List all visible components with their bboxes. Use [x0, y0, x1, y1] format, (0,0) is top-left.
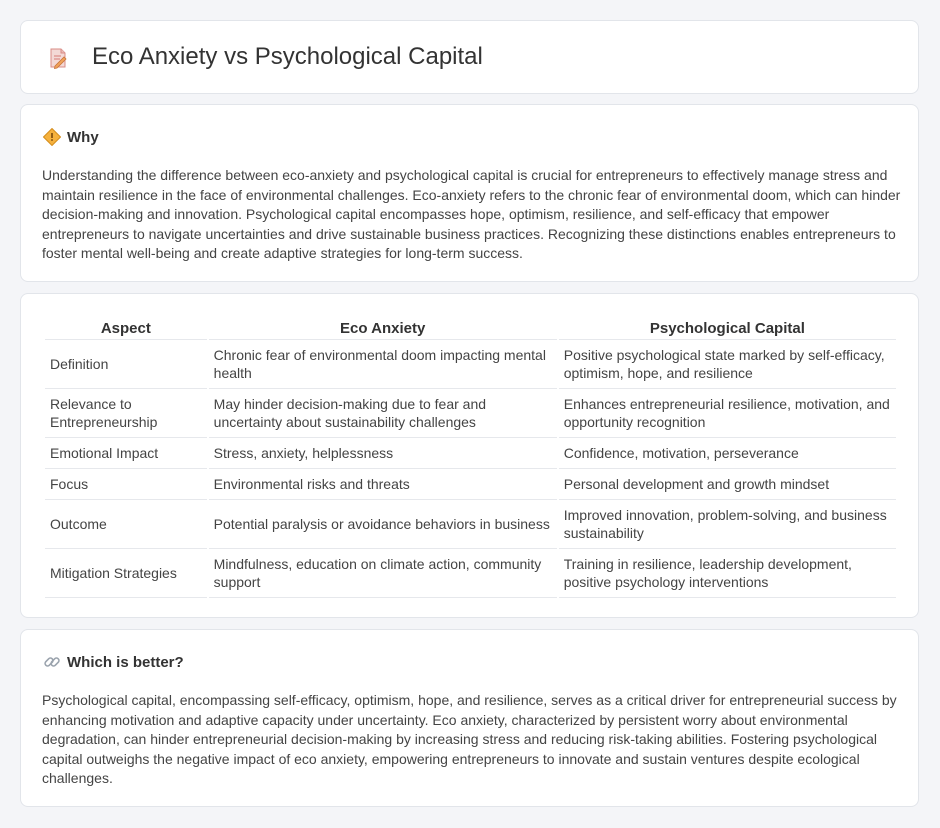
psychological-capital-cell: Training in resilience, leadership development, positive psychology interventions [559, 549, 896, 598]
table-row [45, 438, 896, 469]
why-title: Why [67, 128, 99, 146]
table-row [45, 500, 896, 549]
which-is-better-heading [43, 653, 184, 671]
eco-anxiety-cell: Stress, anxiety, helplessness [209, 438, 557, 469]
table-row [45, 389, 896, 438]
psychological-capital-cell: Confidence, motivation, perseverance [559, 438, 896, 469]
why-heading [43, 128, 99, 146]
eco-anxiety-cell: Chronic fear of environmental doom impacting mental health [209, 340, 557, 389]
psychological-capital-cell: Personal development and growth mindset [559, 469, 896, 500]
aspect-cell: Relevance to Entrepreneurship [45, 389, 207, 438]
link-icon [43, 653, 61, 671]
why-body: Understanding the difference between eco-anxiety and psychological capital is crucial for entrepreneurs to effectively manage stress and maintain resilience in the face of environmental challenges. Eco-anxiety refers to the chronic fear of environmental doom, which can hinder decision-making and innovation. Psychological capital encompasses hope, optimism, resilience, and self-efficacy that empower entrepreneurs to navigate uncertainties and drive sustainable business practices. Recognizing these distinctions enables entrepreneurs to foster mental well-being and create adaptive strategies for long-term success. [42, 167, 901, 261]
comparison-section [20, 293, 919, 618]
header-card [20, 20, 919, 94]
page-title: Eco Anxiety vs Psychological Capital [92, 43, 483, 70]
memo-pencil-icon [47, 47, 69, 69]
eco-anxiety-cell: May hinder decision-making due to fear and uncertainty about sustainability challenges [209, 389, 557, 438]
aspect-cell: Focus [45, 469, 207, 500]
table-row [45, 340, 896, 389]
eco-anxiety-cell: Potential paralysis or avoidance behaviors in business [209, 500, 557, 549]
comparison-table [43, 315, 898, 598]
column-header-aspect: Aspect [45, 315, 207, 340]
table-row [45, 549, 896, 598]
aspect-cell: Definition [45, 340, 207, 389]
which-is-better-title: Which is better? [67, 653, 184, 671]
aspect-cell: Mitigation Strategies [45, 549, 207, 598]
psychological-capital-cell: Positive psychological state marked by self-efficacy, optimism, hope, and resilience [559, 340, 896, 389]
diamond-sign-icon [43, 128, 61, 146]
column-header-psychological-capital: Psychological Capital [559, 315, 896, 340]
eco-anxiety-cell: Mindfulness, education on climate action, community support [209, 549, 557, 598]
aspect-cell: Outcome [45, 500, 207, 549]
aspect-cell: Emotional Impact [45, 438, 207, 469]
which-is-better-body: Psychological capital, encompassing self-efficacy, optimism, hope, and resilience, serves as a critical driver for entrepreneurial success by enhancing motivation and adaptive capacity under uncertainty. Eco anxiety, characterized by persistent worry about environmental degradation, can hinder entrepreneurial decision-making by increasing stress and reducing risk-taking abilities. Fostering psychological capital outweighs the negative impact of eco anxiety, empowering entrepreneurs to innovate and sustain ventures despite ecological challenges. [42, 692, 897, 786]
psychological-capital-cell: Enhances entrepreneurial resilience, motivation, and opportunity recognition [559, 389, 896, 438]
eco-anxiety-cell: Environmental risks and threats [209, 469, 557, 500]
table-header-row [45, 315, 896, 340]
why-section [20, 104, 919, 282]
psychological-capital-cell: Improved innovation, problem-solving, and business sustainability [559, 500, 896, 549]
column-header-eco-anxiety: Eco Anxiety [209, 315, 557, 340]
table-row [45, 469, 896, 500]
which-is-better-section [20, 629, 919, 807]
